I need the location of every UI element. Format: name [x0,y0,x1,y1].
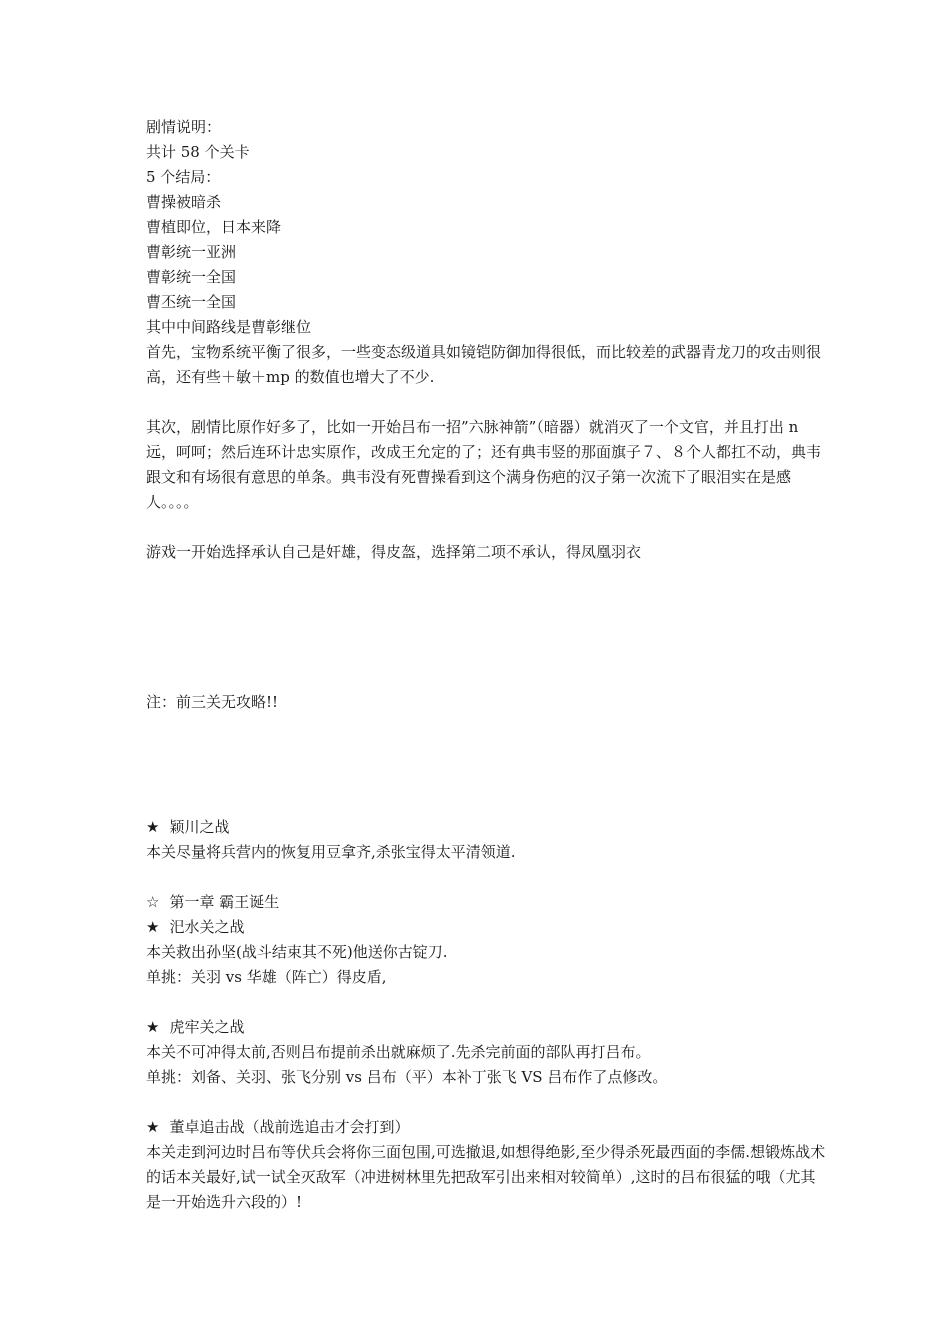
paragraph-story: 其次，剧情比原作好多了，比如一开始吕布一招”六脉神箭”（暗器）就消灭了一个文官，并且打出 n 远，呵呵；然后连环计忠实原作，改成王允定的了；还有典韦竖的那面旗子７、８个人都扛不动，典韦跟文和有场很有意思的单条。典韦没有死曹操看到这个满身伤疤的汉子第一次流下了眼泪实在是感人。。。。 [146,418,822,511]
black-star-icon: ★ [146,818,160,836]
black-star-icon: ★ [146,918,160,936]
paragraph-choice: 游戏一开始选择承认自己是奸雄，得皮盔，选择第二项不承认，得凤凰羽衣 [146,543,642,561]
intro-title: 剧情说明： [146,118,222,136]
white-star-icon: ☆ [146,893,160,911]
stage-count: 共计 58 个关卡 [146,143,250,161]
section-title: 董卓追击战（战前选追击才会打到） [169,1118,410,1136]
section-text: 单挑：关羽 vs 华雄（阵亡）得皮盾, [146,968,387,986]
black-star-icon: ★ [146,1018,160,1036]
ending-item: 曹操被暗杀 [146,193,222,211]
note-line: 注：前三关无攻略!! [146,693,279,711]
section-text: 本关不可冲得太前,否则吕布提前杀出就麻烦了.先杀完前面的部队再打吕布。 [146,1043,651,1061]
section-heading [146,915,826,940]
endings-label: 5 个结局： [146,168,221,186]
section-title: 颖川之战 [169,818,230,836]
black-star-icon: ★ [146,1118,160,1136]
ending-item: 曹彰统一全国 [146,268,237,286]
section-title: 汜水关之战 [169,918,245,936]
section-title: 虎牢关之战 [169,1018,245,1036]
paragraph-treasure: 首先，宝物系统平衡了很多，一些变态级道具如镜铠防御加得很低，而比较差的武器青龙刀的攻击则很高，还有些＋敏＋mp 的数值也增大了不少. [146,343,822,386]
section-heading [146,1115,826,1140]
route-note: 其中中间路线是曹彰继位 [146,318,312,336]
ending-item: 曹植即位，日本来降 [146,218,282,236]
section-text: 本关尽量将兵营内的恢复用豆拿齐,杀张宝得太平清领道. [146,843,516,861]
document-body [146,115,826,1215]
section-heading [146,1015,826,1040]
section-heading [146,815,826,840]
section-text: 本关救出孙坚(战斗结束其不死)他送你古锭刀. [146,943,448,961]
ending-item: 曹丕统一全国 [146,293,237,311]
section-text: 单挑：刘备、关羽、张飞分别 vs 吕布（平）本补丁张飞 VS 吕布作了点修改。 [146,1068,668,1086]
section-paragraph: 本关走到河边时吕布等伏兵会将你三面包围,可选撤退,如想得绝影,至少得杀死最西面的李儒.想锻炼战术的话本关最好,试一试全灭敌军（冲进树林里先把敌军引出来相对较简单）,这时的吕布很猛的哦（尤其是一开始选升六段的）! [146,1143,826,1211]
chapter-heading [146,890,826,915]
ending-item: 曹彰统一亚洲 [146,243,237,261]
chapter-title: 第一章 霸王诞生 [169,893,280,911]
